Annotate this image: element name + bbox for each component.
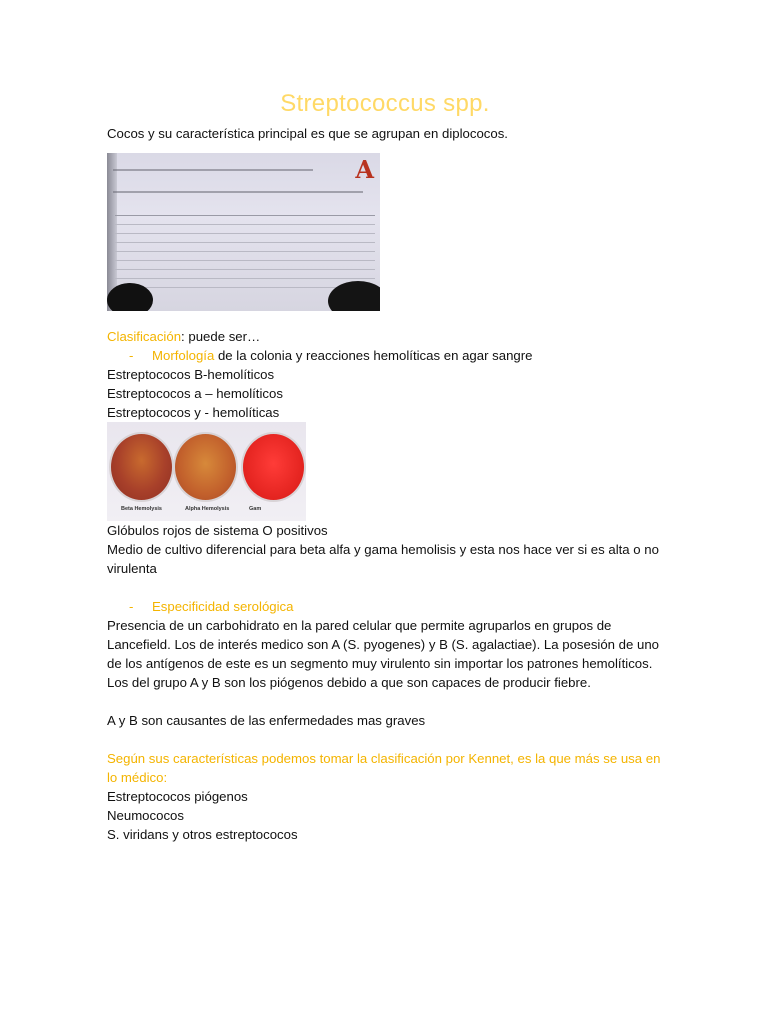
bullet-text: de la colonia y reacciones hemolíticas en agar sangre [214, 348, 533, 363]
agar-plates-photo [107, 422, 306, 521]
slide-table [115, 215, 375, 288]
plates-note: Glóbulos rojos de sistema O positivos [107, 523, 328, 538]
plate-label: Gam [249, 506, 262, 512]
kennet-item: S. viridans y otros estreptococos [107, 827, 298, 842]
beta-plate [109, 432, 174, 502]
plate-label: Beta Hemolysis [121, 506, 162, 512]
bullet-accent: Morfología [152, 348, 215, 363]
hemolysis-line: Estreptococos a – hemolíticos [107, 386, 283, 401]
hemolysis-line: Estreptococos B-hemolíticos [107, 367, 275, 382]
classification-line [107, 327, 663, 346]
kennet-item: Estreptococos piógenos [107, 789, 248, 804]
bullet-morfologia [107, 346, 663, 365]
kennet-heading: Según sus características podemos tomar la clasificación por Kennet, es la que más se usa en lo médico: [107, 751, 661, 785]
classification-label: Clasificación [107, 329, 182, 344]
gamma-plate [241, 432, 306, 502]
alpha-plate [173, 432, 238, 502]
bullet-serologia [107, 597, 663, 616]
bullet-dash: - [129, 599, 134, 614]
serology-note: A y B son causantes de las enfermedades mas graves [107, 713, 426, 728]
hemolysis-line: Estreptococos y - hemolíticas [107, 405, 280, 420]
slide-text-line-1 [113, 169, 313, 171]
plate-label: Alpha Hemolysis [185, 506, 230, 512]
kennet-item: Neumococos [107, 808, 184, 823]
slide-logo: A [355, 155, 374, 184]
serology-heading: Especificidad serológica [152, 599, 294, 614]
slide-text-line-2 [113, 191, 363, 193]
plates-note: Medio de cultivo diferencial para beta alfa y gama hemolisis y esta nos hace ver si es alta o no virulenta [107, 542, 659, 576]
intro-paragraph: Cocos y su característica principal es que se agrupan en diplococos. [107, 126, 508, 141]
lecture-slide-photo [107, 153, 380, 311]
bullet-dash: - [129, 348, 134, 363]
classification-rest: : puede ser… [181, 329, 261, 344]
audience-head [107, 283, 153, 311]
document-title: Streptococcus spp. [280, 90, 490, 117]
document-page [107, 90, 663, 844]
serology-paragraph: Presencia de un carbohidrato en la pared celular que permite agruparlos en grupos de Lancefield. Los de interés medico son A (S. pyogenes) y B (S. agalactiae). La posesión de uno de los antígenos de este es un segmento muy virulento sin importar los patrones hemolíticos. Los del grupo A y B son los piógenos debido a que son capaces de producir fiebre. [107, 618, 660, 690]
